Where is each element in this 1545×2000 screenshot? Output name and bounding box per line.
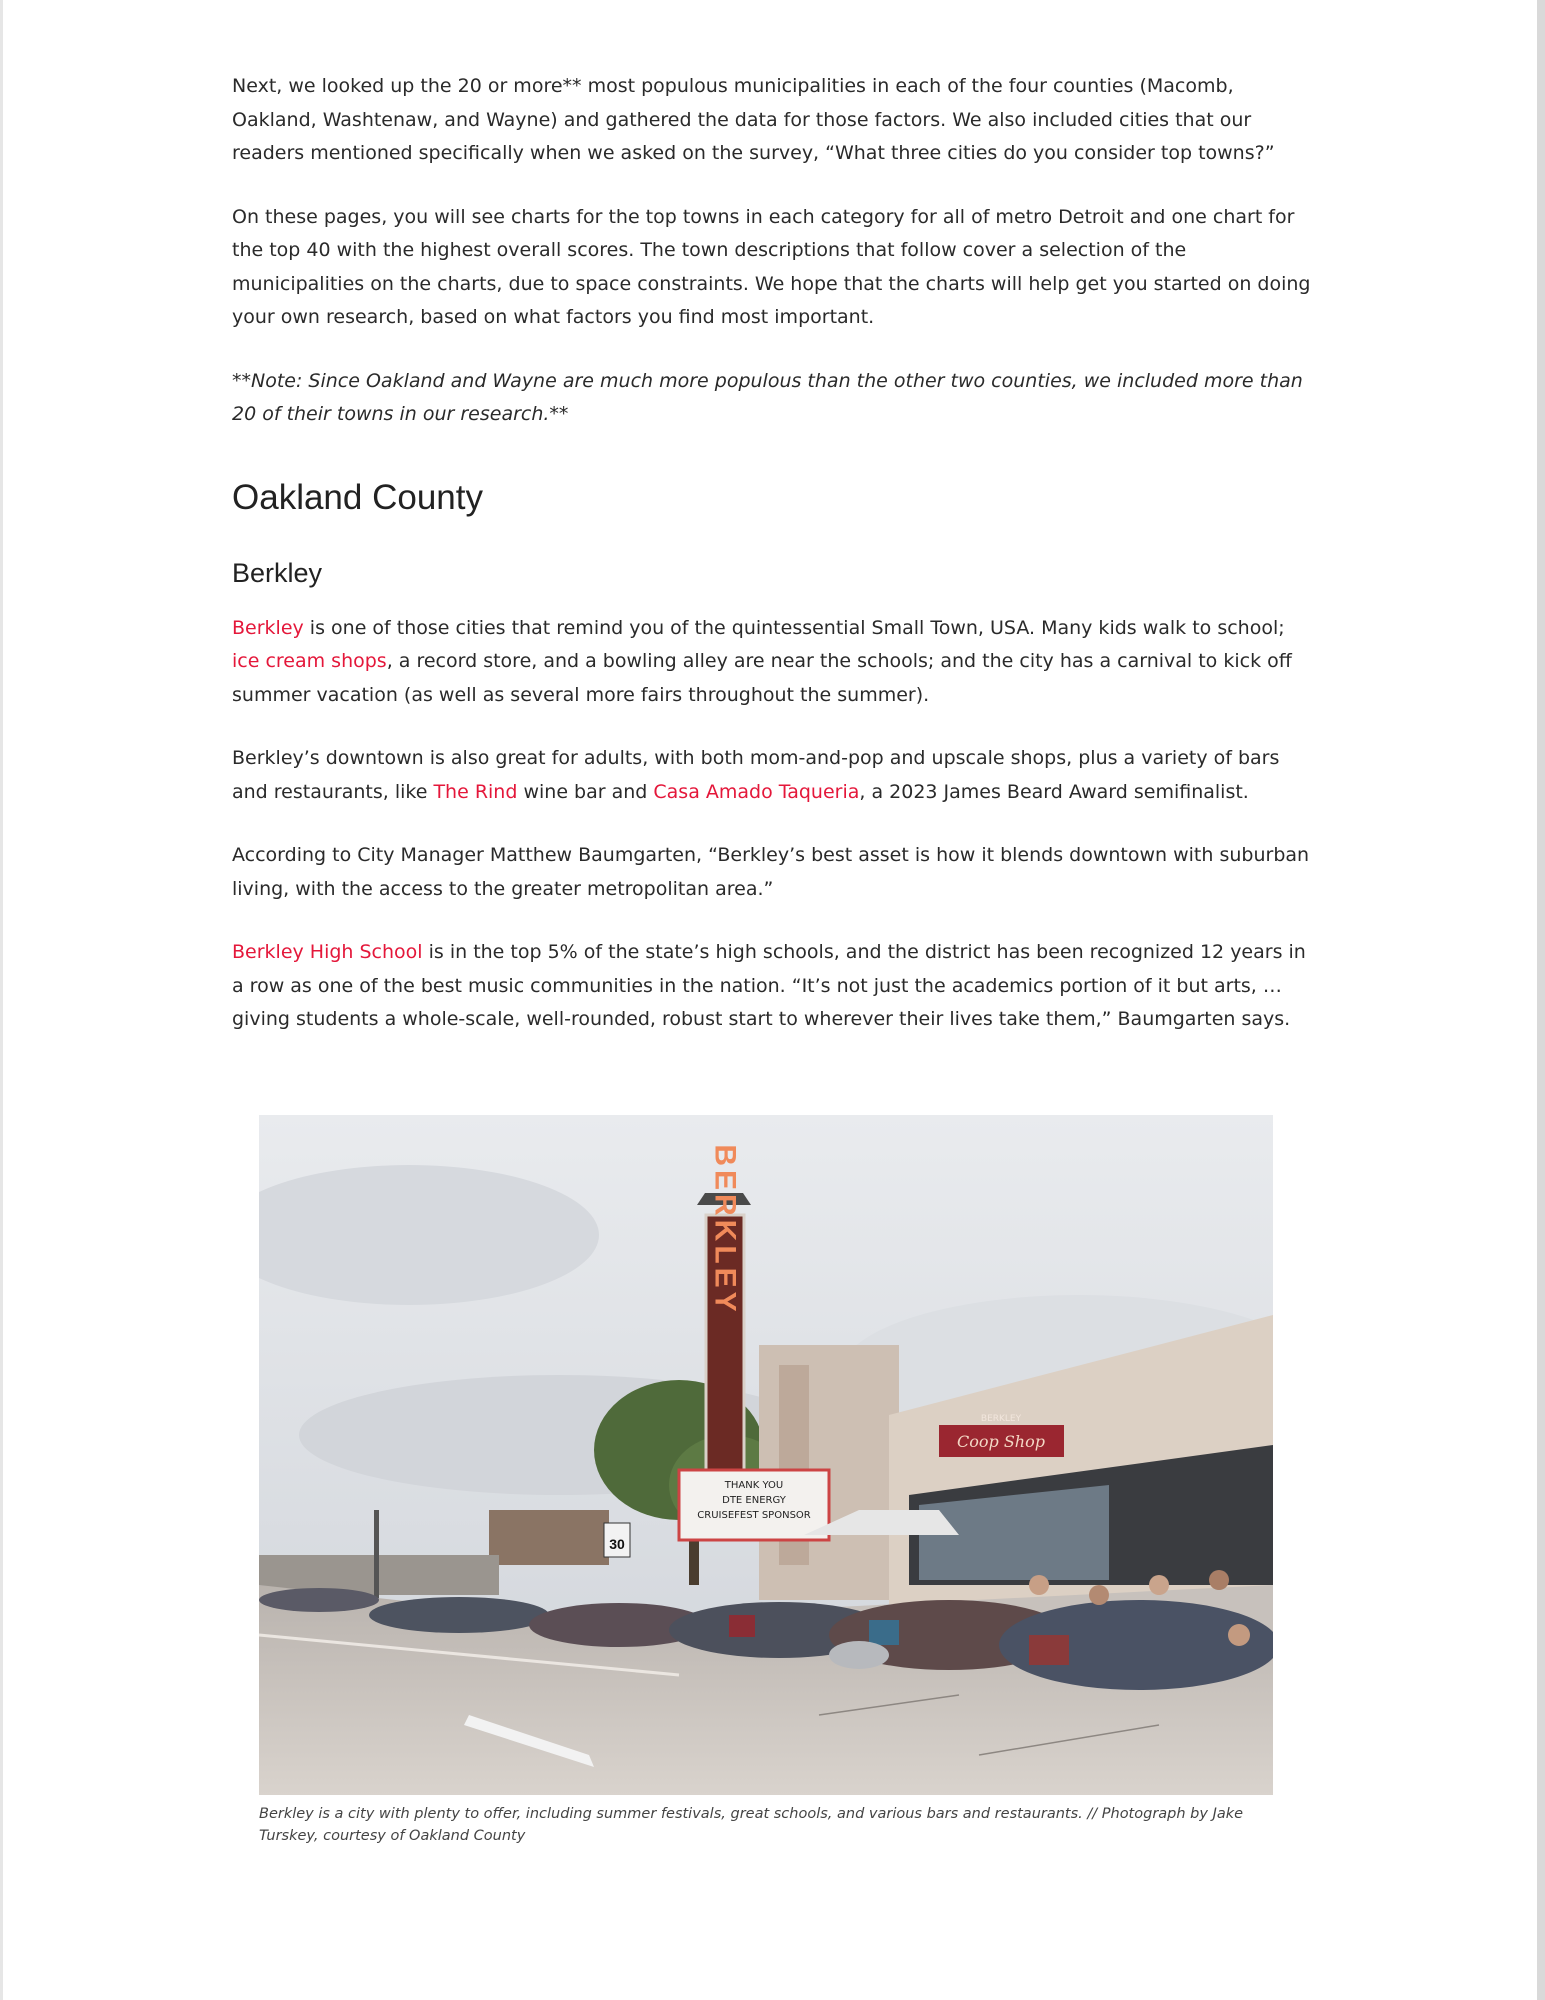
photo-figure: [259, 1115, 1274, 1847]
berkley-paragraph-4: [232, 936, 1312, 1037]
research-note: **Note: Since Oakland and Wayne are much more populous than the other two counties, we included more than 20 of their towns in our research.**: [232, 369, 1303, 425]
text-span: wine bar and: [517, 780, 654, 803]
berkley-link[interactable]: Berkley: [232, 616, 304, 639]
berkley-paragraph-3: According to City Manager Matthew Baumgarten, “Berkley’s best asset is how it blends downtown with suburban living, with the access to the greater metropolitan area.”: [232, 844, 1310, 900]
svg-text:BERKLEY: BERKLEY: [980, 1414, 1022, 1424]
casa-amado-taqueria-link[interactable]: Casa Amado Taqueria: [653, 780, 860, 803]
svg-text:Coop Shop: Coop Shop: [957, 1432, 1045, 1451]
intro-paragraph-2: On these pages, you will see charts for the top towns in each category for all of metro Detroit and one chart for the top 40 with the highest overall scores. The town descriptions that follow cover a selection of the municipalities on the charts, due to space constraints. We hope that the charts will help get you started on doing your own research, based on what factors you find most important.: [232, 205, 1311, 328]
svg-text:CRUISEFEST SPONSOR: CRUISEFEST SPONSOR: [697, 1510, 811, 1521]
text-span: , a record store, and a bowling alley are near the schools; and the city has a carnival to kick off summer vacation (as well as several more fairs throughout the summer).: [232, 650, 1292, 706]
theater-sign-text: BERKLEY: [708, 1144, 742, 1316]
county-heading: Oakland County: [232, 477, 483, 517]
text-span: is one of those cities that remind you of the quintessential Small Town, USA. Many kids walk to school;: [303, 616, 1285, 639]
ice-cream-shops-link[interactable]: ice cream shops: [232, 650, 387, 672]
text-span: , a 2023 James Beard Award semifinalist.: [859, 780, 1249, 803]
berkley-paragraph-1: [232, 612, 1312, 713]
the-rind-link[interactable]: The Rind: [433, 780, 518, 803]
photo-caption: Berkley is a city with plenty to offer, including summer festivals, great schools, and various bars and restaurants. // Photograph by Jake Turskey, courtesy of Oakland County: [259, 1806, 1244, 1844]
svg-text:30: 30: [609, 1536, 625, 1552]
berkley-paragraph-2: [232, 742, 1312, 809]
intro-paragraph-1: Next, we looked up the 20 or more** most populous municipalities in each of the four counties (Macomb, Oakland, Washtenaw, and Wayne) and gathered the data for those factors. We also included cities that our readers mentioned specifically when we asked on the survey, “What three cities do you consider top towns?”: [232, 75, 1275, 164]
text-span: Berkley’s downtown is also great for adults, with both mom-and-pop and upscale shops, plus a variety of bars and restaurants, like: [232, 747, 1280, 803]
berkley-street-photo: [259, 1115, 1273, 1795]
svg-text:THANK YOU: THANK YOU: [724, 1480, 784, 1491]
svg-text:DTE ENERGY: DTE ENERGY: [722, 1495, 786, 1506]
berkley-high-school-link[interactable]: Berkley High School: [232, 941, 423, 963]
article-body: [232, 70, 1312, 1067]
town-heading: Berkley: [232, 557, 323, 588]
scan-edge-right: [1537, 0, 1545, 2000]
scan-edge-left: [0, 0, 3, 2000]
text-span: is in the top 5% of the state’s high schools, and the district has been recognized 12 years in a row as one of the best music communities in the nation. “It’s not just the academics portion of it but arts, … giving students a whole-scale, well-rounded, robust start to wherever their lives take them,” Baumgarten says.: [232, 941, 1306, 1030]
